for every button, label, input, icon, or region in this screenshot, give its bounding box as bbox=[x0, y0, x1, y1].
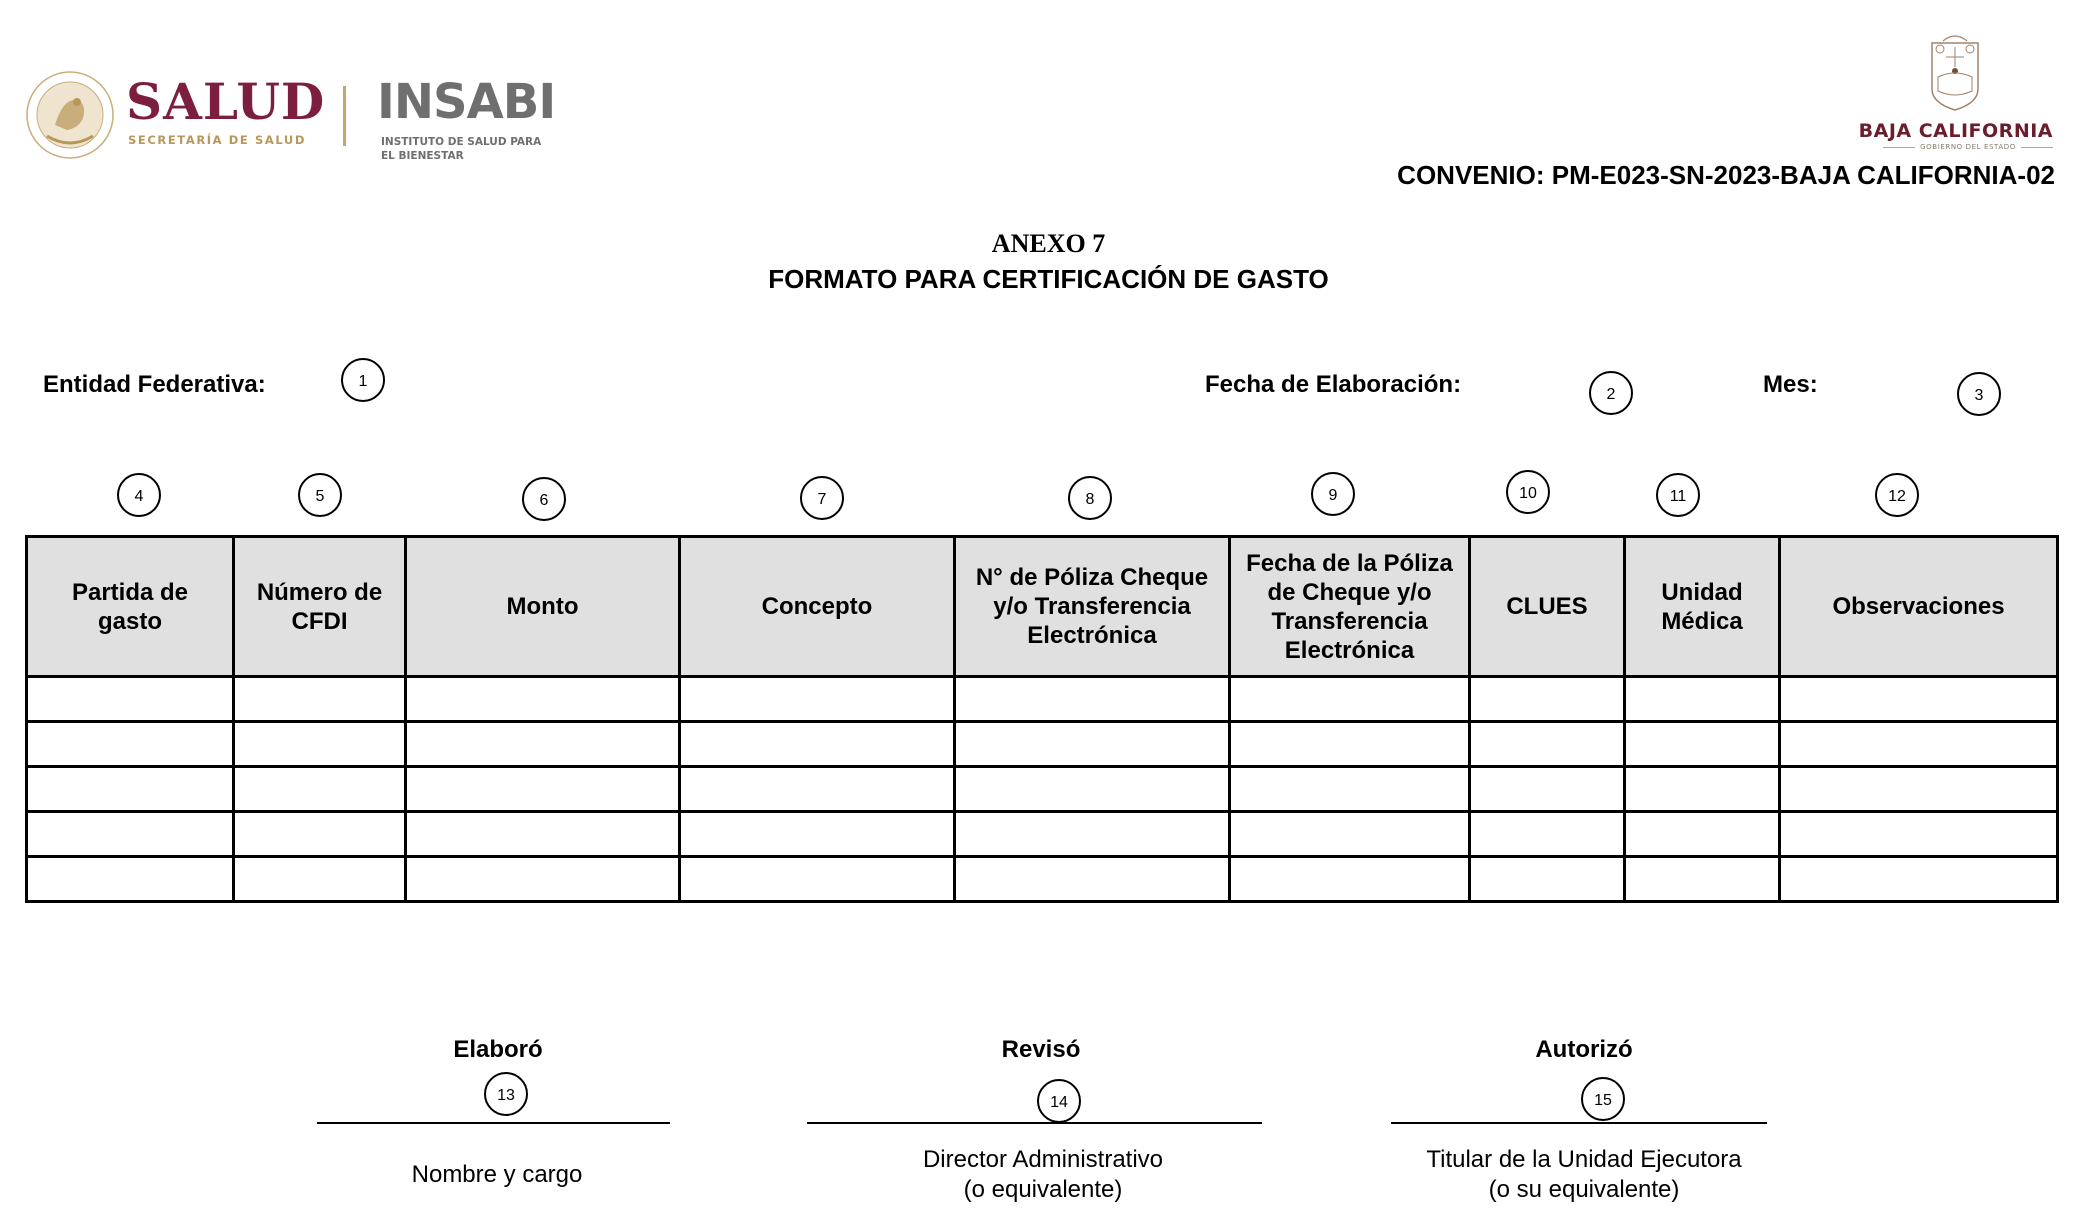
table-cell[interactable] bbox=[1230, 722, 1470, 767]
marker-number: 5 bbox=[315, 487, 325, 505]
table-cell[interactable] bbox=[406, 722, 680, 767]
marker-number: 2 bbox=[1606, 385, 1616, 403]
table-cell[interactable] bbox=[1625, 767, 1780, 812]
signature-line-elaboro bbox=[317, 1122, 670, 1124]
table-cell[interactable] bbox=[955, 722, 1230, 767]
table-cell[interactable] bbox=[680, 677, 955, 722]
marker-2-fecha bbox=[1589, 371, 1633, 415]
marker-number: 12 bbox=[1888, 487, 1906, 505]
signature-caption-autorizo-line1: Titular de la Unidad Ejecutora bbox=[1426, 1146, 1742, 1173]
annex-number: ANEXO 7 bbox=[991, 229, 1106, 258]
baja-california-seal bbox=[1928, 33, 1982, 111]
table-cell[interactable] bbox=[234, 812, 406, 857]
marker-9-column bbox=[1311, 472, 1355, 516]
entidad-federativa-label: Entidad Federativa: bbox=[43, 371, 266, 398]
table-cell[interactable] bbox=[955, 812, 1230, 857]
marker-13-signature bbox=[484, 1072, 528, 1116]
mexican-coat-of-arms-seal bbox=[25, 70, 115, 160]
logo-divider bbox=[343, 86, 346, 146]
table-cell[interactable] bbox=[680, 812, 955, 857]
marker-number: 3 bbox=[1974, 386, 1984, 404]
table-cell[interactable] bbox=[1625, 722, 1780, 767]
table-cell[interactable] bbox=[406, 677, 680, 722]
table-cell[interactable] bbox=[234, 722, 406, 767]
marker-number: 4 bbox=[134, 487, 144, 505]
column-header-observaciones: Observaciones bbox=[1780, 537, 2058, 677]
table-cell[interactable] bbox=[1625, 857, 1780, 902]
column-header-fecha-poliza: Fecha de la Póliza de Cheque y/o Transferencia Electrónica bbox=[1230, 537, 1470, 677]
baja-california-logo-word: BAJA CALIFORNIA bbox=[1858, 120, 2053, 142]
table-cell[interactable] bbox=[1625, 677, 1780, 722]
table-cell[interactable] bbox=[1470, 812, 1625, 857]
marker-7-column bbox=[800, 476, 844, 520]
table-cell[interactable] bbox=[406, 767, 680, 812]
table-cell[interactable] bbox=[1230, 677, 1470, 722]
column-header-poliza-cheque: N° de Póliza Cheque y/o Transferencia Electrónica bbox=[955, 537, 1230, 677]
table-cell[interactable] bbox=[955, 677, 1230, 722]
column-header-concepto: Concepto bbox=[680, 537, 955, 677]
signature-line-reviso bbox=[807, 1122, 1262, 1124]
signature-title-reviso: Revisó bbox=[1001, 1036, 1081, 1063]
table-cell[interactable] bbox=[1780, 767, 2058, 812]
column-header-unidad-medica: Unidad Médica bbox=[1625, 537, 1780, 677]
table-cell[interactable] bbox=[234, 677, 406, 722]
table-cell[interactable] bbox=[406, 812, 680, 857]
marker-15-signature bbox=[1581, 1077, 1625, 1121]
table-header-row bbox=[27, 537, 2058, 677]
marker-number: 11 bbox=[1669, 487, 1687, 505]
marker-1-entidad bbox=[341, 358, 385, 402]
marker-number: 8 bbox=[1085, 490, 1095, 508]
table-cell[interactable] bbox=[955, 767, 1230, 812]
table-cell[interactable] bbox=[955, 857, 1230, 902]
table-cell[interactable] bbox=[27, 812, 234, 857]
table-cell[interactable] bbox=[680, 722, 955, 767]
marker-4-column bbox=[117, 473, 161, 517]
signature-title-elaboro: Elaboró bbox=[453, 1036, 543, 1063]
marker-6-column bbox=[522, 477, 566, 521]
column-header-partida-de-gasto: Partida de gasto bbox=[27, 537, 234, 677]
signature-caption-autorizo-line2: (o su equivalente) bbox=[1488, 1176, 1680, 1203]
bc-subtitle-text: GOBIERNO DEL ESTADO bbox=[1920, 143, 2016, 151]
table-row bbox=[27, 767, 2058, 812]
table-cell[interactable] bbox=[27, 857, 234, 902]
signature-caption-elaboro: Nombre y cargo bbox=[411, 1161, 583, 1188]
salud-logo-subtitle: SECRETARÍA DE SALUD bbox=[128, 133, 306, 147]
convenio-code: CONVENIO: PM-E023-SN-2023-BAJA CALIFORNIA-02 bbox=[1397, 160, 2055, 190]
marker-14-signature bbox=[1037, 1079, 1081, 1123]
table-cell[interactable] bbox=[1230, 857, 1470, 902]
baja-california-logo-subtitle bbox=[1883, 143, 2053, 151]
table-cell[interactable] bbox=[680, 857, 955, 902]
signature-caption-reviso-line2: (o equivalente) bbox=[963, 1176, 1123, 1203]
table-cell[interactable] bbox=[27, 767, 234, 812]
marker-number: 14 bbox=[1050, 1093, 1068, 1111]
marker-5-column bbox=[298, 473, 342, 517]
table-cell[interactable] bbox=[406, 857, 680, 902]
table-cell[interactable] bbox=[1470, 722, 1625, 767]
table-cell[interactable] bbox=[1780, 722, 2058, 767]
insabi-subtitle-line-1: INSTITUTO DE SALUD PARA bbox=[381, 136, 542, 148]
table-cell[interactable] bbox=[680, 767, 955, 812]
marker-3-mes bbox=[1957, 372, 2001, 416]
table-cell[interactable] bbox=[1470, 857, 1625, 902]
marker-10-column bbox=[1506, 470, 1550, 514]
column-header-numero-de-cfdi: Número de CFDI bbox=[234, 537, 406, 677]
table-cell[interactable] bbox=[1470, 767, 1625, 812]
insabi-logo-word: INSABI bbox=[377, 74, 556, 130]
table-cell[interactable] bbox=[234, 767, 406, 812]
marker-number: 10 bbox=[1519, 484, 1537, 502]
table-row bbox=[27, 857, 2058, 902]
marker-number: 13 bbox=[497, 1086, 515, 1104]
salud-logo-word: SALUD bbox=[126, 72, 326, 131]
table-row bbox=[27, 722, 2058, 767]
table-row bbox=[27, 677, 2058, 722]
mes-label: Mes: bbox=[1763, 371, 1818, 398]
table-cell[interactable] bbox=[1780, 857, 2058, 902]
marker-number: 7 bbox=[817, 490, 827, 508]
marker-number: 15 bbox=[1594, 1091, 1612, 1109]
marker-11-column bbox=[1656, 473, 1700, 517]
bc-subtitle-rule-right bbox=[2021, 147, 2053, 148]
marker-number: 6 bbox=[539, 491, 549, 509]
document-title: FORMATO PARA CERTIFICACIÓN DE GASTO bbox=[768, 264, 1329, 294]
insabi-subtitle-line-2: EL BIENESTAR bbox=[381, 150, 464, 162]
table-cell[interactable] bbox=[27, 722, 234, 767]
insabi-logo-subtitle bbox=[381, 135, 541, 163]
signature-title-autorizo: Autorizó bbox=[1535, 1036, 1633, 1063]
column-header-clues: CLUES bbox=[1470, 537, 1625, 677]
table-row bbox=[27, 812, 2058, 857]
column-header-monto: Monto bbox=[406, 537, 680, 677]
signature-line-autorizo bbox=[1391, 1122, 1767, 1124]
marker-8-column bbox=[1068, 476, 1112, 520]
fecha-elaboracion-label: Fecha de Elaboración: bbox=[1205, 371, 1462, 398]
bc-subtitle-rule-left bbox=[1883, 147, 1915, 148]
table-cell[interactable] bbox=[234, 857, 406, 902]
marker-number: 9 bbox=[1328, 486, 1338, 504]
marker-number: 1 bbox=[358, 372, 368, 390]
table-cell[interactable] bbox=[1470, 677, 1625, 722]
table-cell[interactable] bbox=[1230, 767, 1470, 812]
table-cell[interactable] bbox=[27, 677, 234, 722]
table-cell[interactable] bbox=[1625, 812, 1780, 857]
table-cell[interactable] bbox=[1230, 812, 1470, 857]
expense-certification-table bbox=[25, 535, 2059, 903]
marker-12-column bbox=[1875, 473, 1919, 517]
table-cell[interactable] bbox=[1780, 812, 2058, 857]
table-cell[interactable] bbox=[1780, 677, 2058, 722]
signature-caption-reviso-line1: Director Administrativo bbox=[922, 1146, 1164, 1173]
